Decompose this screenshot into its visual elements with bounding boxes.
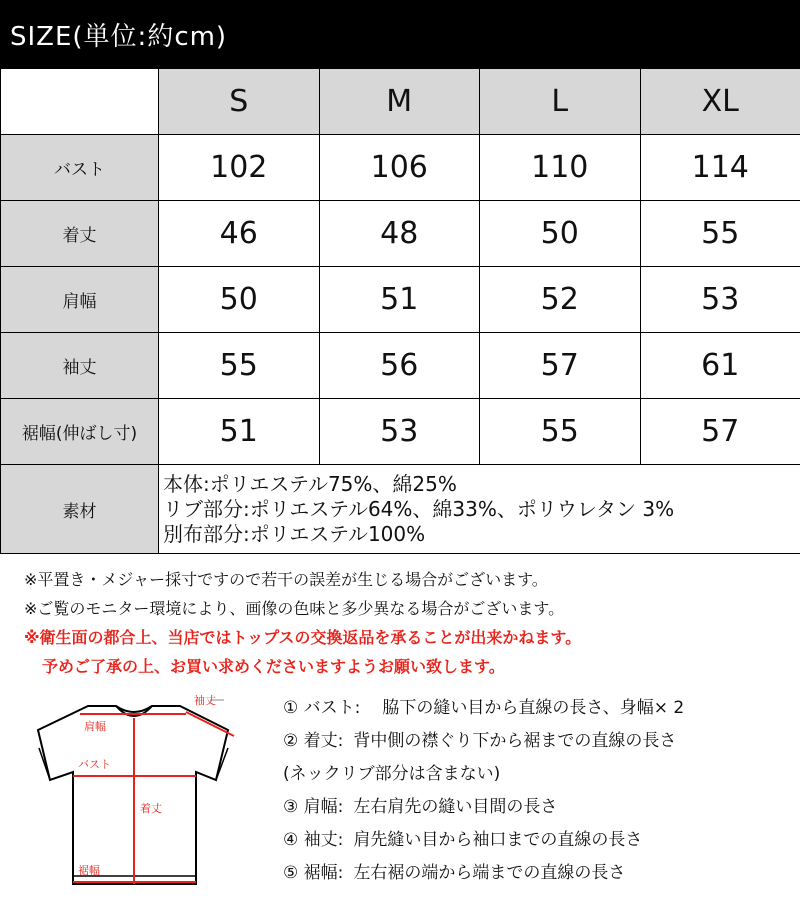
material-line: 別布部分:ポリエステル100% xyxy=(163,521,426,546)
size-header-row xyxy=(1,69,800,135)
legend-label: (ネックリブ部分は含まない) xyxy=(283,764,501,784)
table-cell: 55 xyxy=(480,399,641,465)
table-cell: 114 xyxy=(640,135,800,201)
row-label: 袖丈 xyxy=(1,333,159,399)
legend-desc: 肩先縫い目から袖口までの直線の長さ xyxy=(353,830,643,850)
diagram-label-bust: バスト xyxy=(78,758,111,771)
legend-item-bust xyxy=(283,692,684,725)
table-cell: 46 xyxy=(159,201,320,267)
diagram-label-hem: 裾幅 xyxy=(78,864,100,877)
table-cell: 61 xyxy=(640,333,800,399)
note-acknowledge: 予めご了承の上、お買い求めくださいますようお願い致します。 xyxy=(42,657,505,676)
table-row-sleeve xyxy=(1,333,800,399)
table-cell: 56 xyxy=(319,333,480,399)
legend-label: ⑤ 裾幅: xyxy=(283,863,344,883)
table-cell: 55 xyxy=(159,333,320,399)
legend-desc: 左右肩先の縫い目間の長さ xyxy=(353,797,558,817)
note-no-returns: ※衛生面の都合上、当店ではトップスの交換返品を承ることが出来かねます。 xyxy=(24,628,582,647)
table-cell: 110 xyxy=(480,135,641,201)
tshirt-diagram xyxy=(28,688,248,888)
legend-desc: 背中側の襟ぐり下から裾までの直線の長さ xyxy=(353,731,677,751)
table-cell: 50 xyxy=(480,201,641,267)
row-label: バスト xyxy=(1,135,159,201)
table-cell: 53 xyxy=(640,267,800,333)
measurement-legend xyxy=(283,692,684,890)
note-measurement: ※平置き・メジャー採寸ですので若干の誤差が生じる場合がございます。 xyxy=(24,570,548,589)
legend-label: ① バスト: xyxy=(283,698,361,718)
notes xyxy=(24,565,581,681)
table-cell: 48 xyxy=(319,201,480,267)
material-cell xyxy=(159,465,800,554)
table-cell: 51 xyxy=(159,399,320,465)
legend-item-shoulder xyxy=(283,791,684,824)
table-cell: 50 xyxy=(159,267,320,333)
table-cell: 102 xyxy=(159,135,320,201)
size-header-xl: XL xyxy=(640,69,800,135)
table-row-material xyxy=(1,465,800,554)
size-header-s: S xyxy=(159,69,320,135)
table-cell: 51 xyxy=(319,267,480,333)
page-title: SIZE(単位:約cm) xyxy=(10,21,228,52)
diagram-label-sleeve: 袖丈 xyxy=(194,694,216,707)
table-cell: 57 xyxy=(640,399,800,465)
table-row-hem xyxy=(1,399,800,465)
table-row-shoulder xyxy=(1,267,800,333)
size-header-l: L xyxy=(480,69,641,135)
row-label: 肩幅 xyxy=(1,267,159,333)
diagram-label-shoulder: 肩幅 xyxy=(84,720,106,733)
table-cell: 52 xyxy=(480,267,641,333)
size-header-m: M xyxy=(319,69,480,135)
legend-item-length-note xyxy=(283,758,684,791)
table-row-bust xyxy=(1,135,800,201)
legend-label: ② 着丈: xyxy=(283,731,344,751)
table-cell: 55 xyxy=(640,201,800,267)
legend-label: ④ 袖丈: xyxy=(283,830,344,850)
row-label: 着丈 xyxy=(1,201,159,267)
row-label: 裾幅(伸ばし寸) xyxy=(1,399,159,465)
header-corner-cell xyxy=(1,69,159,135)
table-cell: 106 xyxy=(319,135,480,201)
diagram-label-length: 着丈 xyxy=(140,802,162,815)
legend-desc: 脇下の縫い目から直線の長さ、身幅× 2 xyxy=(382,698,685,718)
material-line: リブ部分:ポリエステル64%、綿33%、ポリウレタン 3% xyxy=(163,496,675,521)
row-label: 素材 xyxy=(1,465,159,554)
size-table xyxy=(0,68,800,554)
legend-label: ③ 肩幅: xyxy=(283,797,344,817)
table-cell: 53 xyxy=(319,399,480,465)
legend-item-sleeve xyxy=(283,824,684,857)
legend-desc: 左右裾の端から端までの直線の長さ xyxy=(353,863,626,883)
note-monitor: ※ご覧のモニター環境により、画像の色味と多少異なる場合がございます。 xyxy=(24,599,565,618)
title-bar xyxy=(0,0,800,68)
material-line: 本体:ポリエステル75%、綿25% xyxy=(163,471,457,496)
legend-item-length xyxy=(283,725,684,758)
table-row-length xyxy=(1,201,800,267)
table-cell: 57 xyxy=(480,333,641,399)
legend-item-hem xyxy=(283,857,684,890)
